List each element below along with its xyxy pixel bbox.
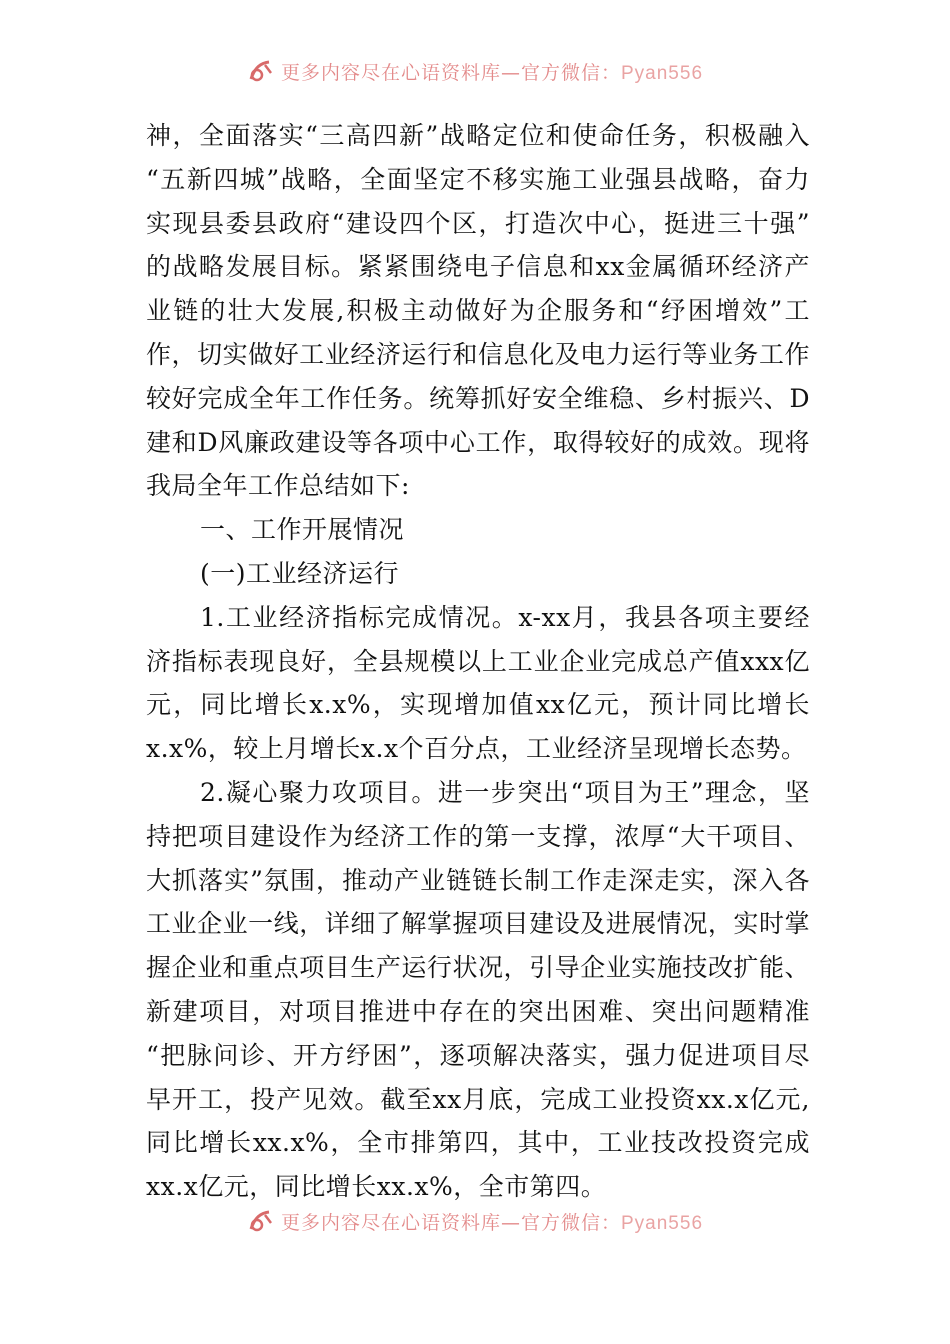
text-line: 济指标表现良好，全县规模以上工业企业完成总产值xxx亿 xyxy=(146,646,810,676)
text-line: 新建项目，对项目推进中存在的突出困难、突出问题精准 xyxy=(146,996,810,1026)
text-line: “把脉问诊、开方纾困”，逐项解决落实，强力促进项目尽 xyxy=(146,1040,810,1070)
text-line: xx.x亿元，同比增长xx.x%，全市第四。 xyxy=(146,1172,607,1202)
text-line: 的战略发展目标。紧紧围绕电子信息和xx金属循环经济产 xyxy=(146,252,810,282)
footer-banner xyxy=(0,1206,950,1236)
pen-logo-icon xyxy=(247,59,275,83)
text-line: 持把项目建设作为经济工作的第一支撑，浓厚“大干项目、 xyxy=(146,821,810,851)
banner-text xyxy=(281,58,703,85)
text-line: 大抓落实”氛围，推动产业链链长制工作走深走实，深入各 xyxy=(146,865,810,895)
text-line: 我局全年工作总结如下: xyxy=(146,471,410,501)
paragraph-indicators xyxy=(146,596,810,771)
text-line: 早开工，投产见效。截至xx月底，完成工业投资xx.x亿元, xyxy=(146,1084,810,1114)
text-line: 较好完成全年工作任务。统筹抓好安全维稳、乡村振兴、D xyxy=(146,383,810,413)
text-line: 工业企业一线，详细了解掌握项目建设及进展情况，实时掌 xyxy=(146,909,810,939)
text-line: 元，同比增长x.x%，实现增加值xx亿元，预计同比增长 xyxy=(146,690,810,720)
text-line: 业链的壮大发展,积极主动做好为企服务和“纾困增效”工 xyxy=(146,296,810,326)
text-line: 1.工业经济指标完成情况。x-xx月，我县各项主要经 xyxy=(200,602,810,632)
banner-text xyxy=(281,1208,703,1235)
pen-logo-icon xyxy=(247,1209,275,1233)
section-heading: 一、工作开展情况 xyxy=(200,515,405,545)
text-line: x.x%，较上月增长x.x个百分点，工业经济呈现增长态势。 xyxy=(146,734,807,764)
paragraph-projects xyxy=(146,771,810,1209)
banner-wechat-id: Pyan556 xyxy=(621,1212,704,1234)
document-body xyxy=(146,114,810,1209)
text-line: 握企业和重点项目生产运行状况，引导企业实施技改扩能、 xyxy=(146,953,810,983)
text-line: 同比增长xx.x%，全市排第四，其中，工业技改投资完成 xyxy=(146,1128,810,1158)
text-line: 作，切实做好工业经济运行和信息化及电力运行等业务工作 xyxy=(146,339,810,369)
text-line: 实现县委县政府“建设四个区，打造次中心，挺进三十强” xyxy=(146,208,810,238)
header-banner xyxy=(0,56,950,86)
text-line: “五新四城”战略，全面坚定不移实施工业强县战略，奋力 xyxy=(146,164,810,194)
subsection-heading: (一)工业经济运行 xyxy=(200,558,400,588)
text-line: 建和D风廉政建设等各项中心工作，取得较好的成效。现将 xyxy=(146,427,810,457)
text-line: 神，全面落实“三高四新”战略定位和使命任务，积极融入 xyxy=(146,121,810,150)
paragraph-intro xyxy=(146,114,810,508)
banner-wechat-id: Pyan556 xyxy=(621,62,704,84)
text-line: 2.凝心聚力攻项目。进一步突出“项目为王”理念，坚 xyxy=(200,777,810,807)
banner-text-main: 更多内容尽在心语资料库—官方微信： xyxy=(280,61,621,84)
banner-text-main: 更多内容尽在心语资料库—官方微信： xyxy=(280,1211,621,1234)
